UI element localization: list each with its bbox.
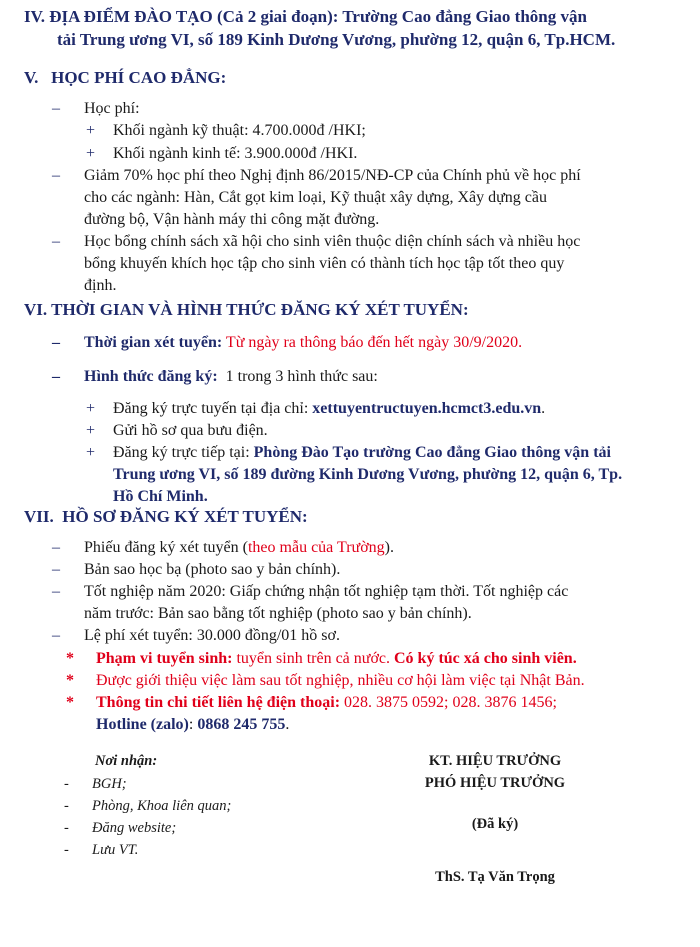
dash-marker: – — [52, 627, 60, 644]
signature-title-line2: PHÓ HIỆU TRƯỞNG — [424, 775, 566, 791]
scope-text: tuyển sinh trên cả nước. — [232, 650, 394, 667]
section-v-heading — [24, 67, 226, 89]
scholarship-line2: bổng khuyến khích học tập cho sinh viên có thành tích học tập tốt theo quy — [84, 255, 565, 272]
star-marker: * — [66, 672, 74, 689]
form-line — [84, 366, 378, 388]
recipient-item: Lưu VT. — [92, 842, 139, 858]
hyphen-marker: - — [64, 798, 69, 814]
fee-label: Học phí: — [84, 100, 140, 117]
scholarship-line1: Học bổng chính sách xã hội cho sinh viên thuộc diện chính sách và nhiều học — [84, 233, 581, 250]
section-iv-heading — [24, 6, 684, 28]
scholarship-line3: định. — [84, 277, 117, 294]
direct-prefix: Đăng ký trực tiếp tại: — [113, 444, 254, 461]
online-prefix: Đăng ký trực tuyến tại địa chỉ: — [113, 400, 313, 417]
plus-marker: + — [86, 122, 96, 139]
scope-item — [96, 648, 577, 670]
section-v-number: V. — [24, 68, 39, 87]
post-registration: Gửi hồ sơ qua bưu điện. — [113, 422, 268, 439]
scholarship-paragraph — [84, 231, 656, 297]
application-form-item — [84, 537, 394, 559]
application-form-suffix: ). — [384, 539, 394, 556]
online-url-link[interactable]: xettuyentructuyen.hcmct3.edu.vn — [312, 400, 542, 417]
application-form-note: theo mẫu của Trường — [247, 539, 385, 556]
hotline-label: Hotline (zalo) — [96, 716, 189, 733]
plus-marker: + — [86, 444, 96, 461]
online-suffix: . — [541, 400, 546, 417]
signed-note: (Đã ký) — [471, 816, 519, 832]
recipient-item: Phòng, Khoa liên quan; — [92, 798, 232, 814]
dash-marker: – — [52, 167, 60, 184]
section-vii-number: VII. — [24, 507, 54, 526]
transcript-item: Bản sao học bạ (photo sao y bản chính). — [84, 561, 341, 578]
contact-label: Thông tin chi tiết liên hệ điện thoại: — [96, 694, 341, 711]
direct-line2: Trung ương VI, số 189 đường Kinh Dương Vương, phường 12, quận 6, Tp. — [113, 466, 623, 483]
hotline-number: 0868 245 755 — [197, 716, 286, 733]
online-registration — [113, 398, 545, 420]
recipient-item: Đăng website; — [92, 820, 177, 836]
time-value: Từ ngày ra thông báo đến hết ngày 30/9/2020. — [225, 334, 523, 351]
time-line — [84, 332, 522, 354]
time-label: Thời gian xét tuyển: — [84, 334, 223, 351]
direct-line1: Phòng Đào Tạo trường Cao đẳng Giao thông vận tải — [253, 444, 611, 461]
application-fee-item: Lệ phí xét tuyển: 30.000 đồng/01 hồ sơ. — [84, 627, 340, 644]
dormitory-note: Có ký túc xá cho sinh viên. — [394, 650, 577, 667]
scope-label: Phạm vi tuyển sinh: — [96, 650, 233, 667]
contact-item — [96, 692, 656, 736]
section-vi-title: THỜI GIAN VÀ HÌNH THỨC ĐĂNG KÝ XÉT TUYỂN: — [51, 300, 469, 319]
discount-line2: cho các ngành: Hàn, Cắt gọt kim loại, Kỹ thuật xây dựng, Xây dựng cầu — [84, 189, 548, 206]
application-form-prefix: Phiếu đăng ký xét tuyển ( — [84, 539, 248, 556]
fee-econ: Khối ngành kinh tế: 3.900.000đ /HKI. — [113, 145, 358, 162]
form-label: Hình thức đăng ký: — [84, 368, 218, 385]
direct-registration — [113, 442, 658, 508]
fee-tech: Khối ngành kỹ thuật: 4.700.000đ /HKI; — [113, 122, 366, 139]
graduation-line2: năm trước: Bản sao bằng tốt nghiệp (photo sao y bản chính). — [84, 605, 472, 622]
section-iv-text-line1: Trường Cao đẳng Giao thông vận — [342, 7, 587, 26]
plus-marker: + — [86, 400, 96, 417]
hyphen-marker: - — [64, 842, 69, 858]
direct-line3: Hồ Chí Minh. — [113, 488, 208, 505]
signature-title-line1: KT. HIỆU TRƯỞNG — [428, 753, 562, 769]
graduation-item — [84, 581, 656, 625]
discount-line1: Giảm 70% học phí theo Nghị định 86/2015/NĐ-CP của Chính phủ về học phí — [84, 167, 581, 184]
discount-line3: đường bộ, Vận hành máy thi công mặt đường. — [84, 211, 380, 228]
dash-marker: – — [52, 233, 60, 250]
contact-phones: 028. 3875 0592; 028. 3876 1456; — [340, 694, 557, 711]
dash-marker: – — [52, 368, 60, 385]
hotline-end: . — [285, 716, 290, 733]
recipients-title: Nơi nhận: — [95, 753, 158, 769]
plus-marker: + — [86, 422, 96, 439]
dash-marker: – — [52, 583, 60, 600]
section-iv-text-line2: tải Trung ương VI, số 189 Kinh Dương Vương, phường 12, quận 6, Tp.HCM. — [57, 30, 616, 49]
discount-paragraph — [84, 165, 656, 231]
section-iv-number: IV. — [24, 7, 45, 26]
hyphen-marker: - — [64, 820, 69, 836]
section-v-title: HỌC PHÍ CAO ĐẲNG: — [51, 68, 227, 87]
dash-marker: – — [52, 539, 60, 556]
form-value: 1 trong 3 hình thức sau: — [225, 368, 378, 385]
section-vii-heading — [24, 506, 308, 528]
section-vi-number: VI. — [24, 300, 48, 319]
star-marker: * — [66, 650, 74, 667]
star-marker: * — [66, 694, 74, 711]
job-item: Được giới thiệu việc làm sau tốt nghiệp, nhiều cơ hội làm việc tại Nhật Bản. — [96, 672, 585, 689]
signer-name: ThS. Tạ Văn Trọng — [435, 869, 555, 885]
hotline-separator: : — [188, 716, 198, 733]
section-vii-title: HỒ SƠ ĐĂNG KÝ XÉT TUYỂN: — [62, 507, 308, 526]
recipient-item: BGH; — [92, 776, 127, 792]
dash-marker: – — [52, 100, 60, 117]
graduation-line1: Tốt nghiệp năm 2020: Giấp chứng nhận tốt nghiệp tạm thời. Tốt nghiệp các — [84, 583, 569, 600]
section-vi-heading — [24, 299, 469, 321]
dash-marker: – — [52, 561, 60, 578]
hyphen-marker: - — [64, 776, 69, 792]
dash-marker: – — [52, 334, 60, 351]
plus-marker: + — [86, 145, 96, 162]
section-iv-label: ĐỊA ĐIỂM ĐÀO TẠO (Cả 2 giai đoạn): — [49, 7, 339, 26]
